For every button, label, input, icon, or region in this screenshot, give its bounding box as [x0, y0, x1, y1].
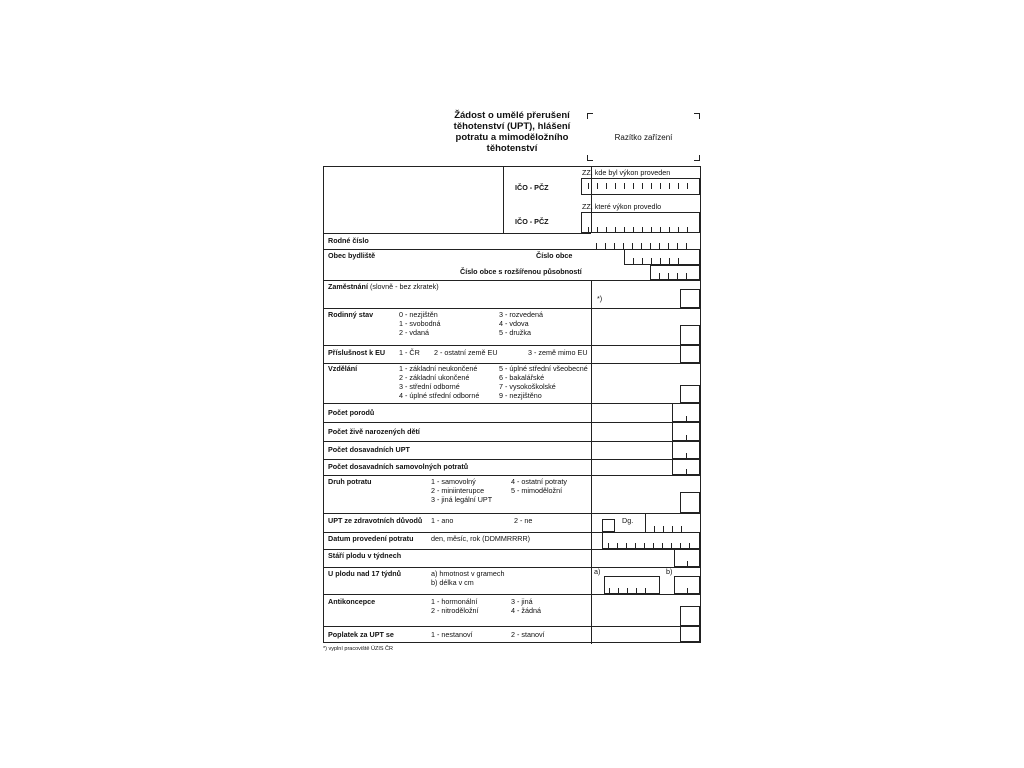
druh-potratu-box[interactable] — [680, 492, 700, 513]
label-vzdelani: Vzdělání — [328, 364, 358, 373]
digit-divider — [687, 561, 688, 567]
option: 2 - nitroděložní — [431, 606, 479, 615]
asterisk-mark: *) — [597, 294, 603, 303]
label-pocet-zive: Počet živě narozených dětí — [328, 427, 420, 436]
label-upt-zdrav: UPT ze zdravotních důvodů — [328, 516, 423, 525]
row-divider — [324, 422, 700, 423]
title-line: Žádost o umělé přerušení — [454, 110, 570, 121]
label-pocet-upt: Počet dosavadních UPT — [328, 445, 410, 454]
option: 1 - ČR — [399, 348, 420, 357]
poplatek-box[interactable] — [680, 626, 700, 642]
plod17-a-label: a) — [594, 567, 601, 576]
row-divider — [324, 280, 700, 281]
label-druh-potratu: Druh potratu — [328, 477, 372, 486]
corner-mark — [587, 155, 593, 161]
option: 6 - bakalářské — [499, 373, 545, 382]
digit-divider — [686, 469, 687, 475]
label-rodinny-stav: Rodinný stav — [328, 310, 374, 319]
ico-digit-boxes — [588, 183, 696, 189]
vzdelani-box[interactable] — [680, 385, 700, 403]
label-datum: Datum provedení potratu — [328, 534, 414, 543]
corner-mark — [694, 113, 700, 119]
option: 2 - ostatní země EU — [434, 348, 498, 357]
row-divider — [324, 475, 700, 476]
stamp-label: Razítko zařízení — [614, 133, 673, 142]
form-title — [452, 110, 572, 154]
row-divider — [324, 549, 700, 550]
antikoncepce-box[interactable] — [680, 606, 700, 626]
option: 2 - stanoví — [511, 630, 545, 639]
option: 4 - úplné střední odborné — [399, 391, 480, 400]
option: 1 - svobodná — [399, 319, 441, 328]
option: 1 - základní neukončené — [399, 364, 478, 373]
row-divider — [324, 233, 591, 234]
label-rodne-cislo: Rodné číslo — [328, 236, 369, 245]
row-divider — [324, 626, 700, 627]
label-poplatek: Poplatek za UPT se — [328, 630, 394, 639]
corner-mark — [694, 155, 700, 161]
datum-format: den, měsíc, rok (DDMMRRRR) — [431, 534, 531, 543]
stamp-area — [587, 113, 700, 161]
option: 1 - ano — [431, 516, 454, 525]
cislo-orp-digits — [659, 273, 695, 279]
option: 0 - nezjištěn — [399, 310, 438, 319]
row-divider — [324, 513, 700, 514]
row-divider — [324, 594, 700, 595]
option: 5 - úplné střední všeobecné — [499, 364, 588, 373]
option: 9 - nezjištěno — [499, 391, 542, 400]
title-line: těhotenství — [486, 143, 538, 154]
prislusnost-box[interactable] — [680, 345, 700, 363]
corner-mark — [587, 113, 593, 119]
label-zamestnani: Zaměstnání (slovně - bez zkratek) — [328, 282, 439, 291]
label-pocet-porodu: Počet porodů — [328, 408, 375, 417]
footnote: *) vyplní pracoviště ÚZIS ČR — [323, 646, 393, 652]
label-pocet-samovolnych: Počet dosavadních samovolných potratů — [328, 462, 469, 471]
option: 3 - jiná — [511, 597, 533, 606]
option: 3 - rozvedená — [499, 310, 543, 319]
option: 7 - vysokoškolské — [499, 382, 556, 391]
label-antikoncepce: Antikoncepce — [328, 597, 376, 606]
row-divider — [324, 403, 700, 404]
label-obec-bydliste: Obec bydliště — [328, 251, 376, 260]
ico-digit-boxes — [588, 227, 696, 233]
option: 4 - ostatní potraty — [511, 477, 567, 486]
option: 5 - družka — [499, 328, 531, 337]
option: b) délka v cm — [431, 578, 474, 587]
rodinny-stav-box[interactable] — [680, 325, 700, 345]
zz-performed-by-label: ZZ, které výkon provedlo — [582, 202, 662, 211]
upt-zdrav-box[interactable] — [602, 519, 615, 532]
option: 4 - žádná — [511, 606, 541, 615]
row-divider — [324, 567, 700, 568]
zz-performed-label: ZZ, kde byl výkon proveden — [582, 168, 671, 177]
option: 3 - střední odborné — [399, 382, 460, 391]
zamestnani-code-box[interactable] — [680, 289, 700, 308]
option: 5 - mimoděložní — [511, 486, 563, 495]
column-divider — [591, 280, 592, 644]
dg-label: Dg. — [622, 516, 634, 525]
row-divider — [324, 441, 700, 442]
row-divider — [324, 308, 700, 309]
ico-pcz-label: IČO - PČZ — [515, 217, 549, 226]
title-line: potratu a mimoděložního — [455, 132, 569, 143]
label-prislusnost: Příslušnost k EU — [328, 348, 386, 357]
label-cislo-obce: Číslo obce — [536, 251, 573, 260]
digit-divider — [687, 588, 688, 594]
ico-pcz-label: IČO - PČZ — [515, 183, 549, 192]
row-divider — [324, 345, 700, 346]
label-stari: Stáří plodu v týdnech — [328, 551, 402, 560]
option: 2 - miniinterupce — [431, 486, 485, 495]
option: a) hmotnost v gramech — [431, 569, 505, 578]
option: 3 - země mimo EU — [528, 348, 588, 357]
form-table — [323, 166, 701, 643]
row-divider — [324, 459, 700, 460]
title-line: těhotenství (UPT), hlášení — [453, 121, 571, 132]
hmotnost-digits — [609, 588, 654, 594]
label-cislo-obce-rozs: Číslo obce s rozšířenou působností — [460, 267, 582, 276]
column-divider — [503, 167, 504, 233]
option: 2 - vdaná — [399, 328, 429, 337]
cislo-obce-digits — [633, 258, 687, 264]
option: 1 - samovolný — [431, 477, 476, 486]
option: 3 - jiná legální UPT — [431, 495, 493, 504]
option: 1 - nestanoví — [431, 630, 473, 639]
option: 1 - hormonální — [431, 597, 478, 606]
column-divider — [645, 513, 646, 532]
plod17-b-label: b) — [666, 567, 673, 576]
option: 4 - vdova — [499, 319, 529, 328]
option: 2 - základní ukončené — [399, 373, 470, 382]
label-plod17: U plodu nad 17 týdnů — [328, 569, 402, 578]
option: 2 - ne — [514, 516, 533, 525]
